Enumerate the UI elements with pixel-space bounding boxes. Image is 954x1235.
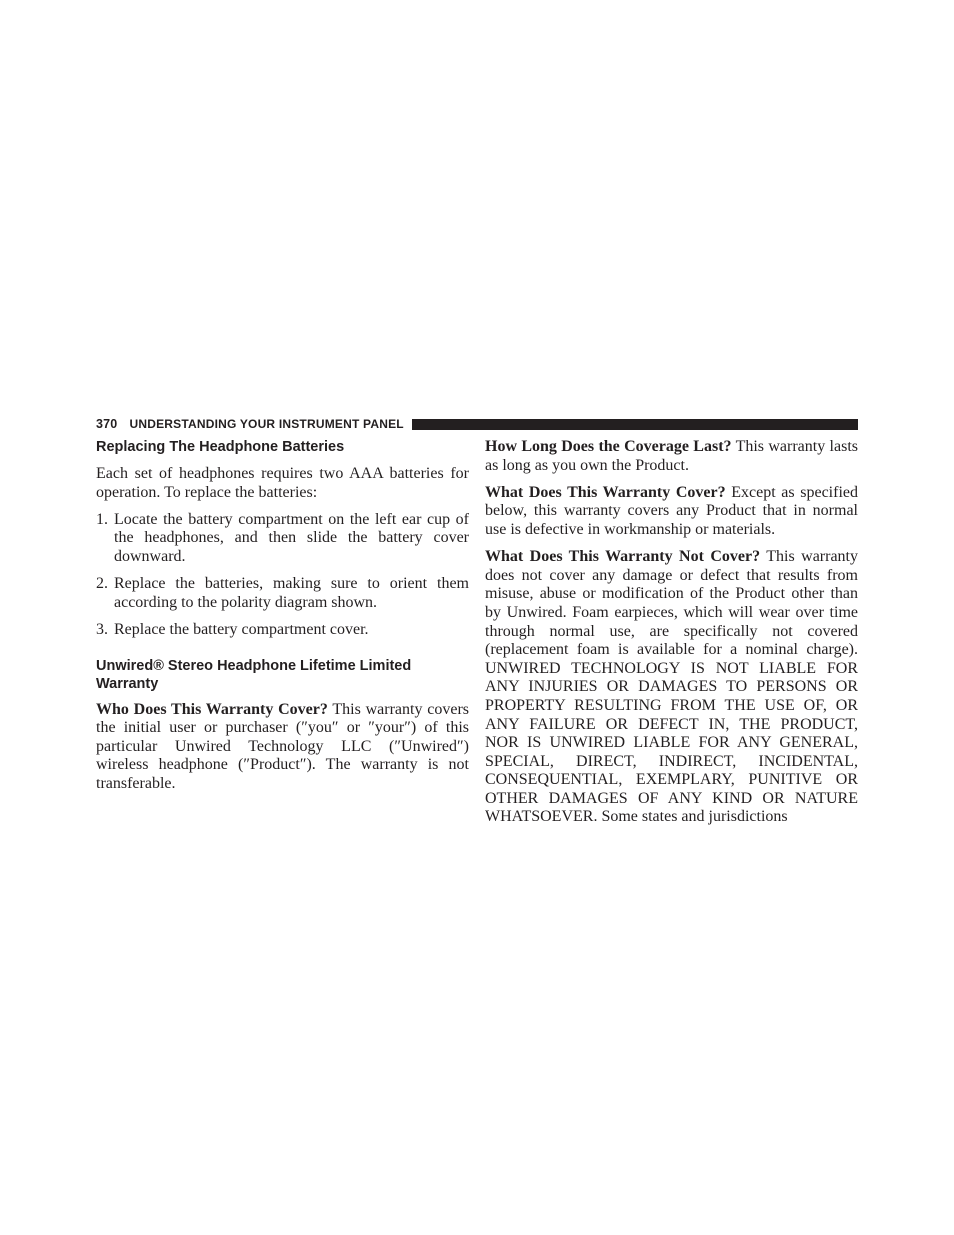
what-covered-lead: What Does This Warranty Cover?: [485, 483, 726, 501]
list-item: [96, 621, 469, 640]
step-number: 2.: [96, 575, 108, 593]
not-covered-text: This warranty does not cover any damage or defect that results from misuse, abuse or modification of the Product other than by Unwired. Foam earpieces, which will wear over time through normal use, are specifically not covered (replacement foam is available for a nominal charge). UNWIRED TECHNOLOGY IS NOT LIABLE FOR ANY INJURIES OR DAMAGES TO PERSONS OR PROPERTY RESULTING FROM THE USE OF, OR ANY FAILURE OR DEFECT IN, THE PRODUCT, NOR IS UNWIRED LIABLE FOR ANY GENERAL, SPECIAL, DIRECT, INDIRECT, INCIDENTAL, CONSEQUENTIAL, EXEMPLARY, PUNITIVE OR OTHER DAMAGES OF ANY KIND OR NATURE WHATSOEVER. Some states and jurisdictions: [485, 548, 859, 826]
who-covered-text: This warranty covers the initial user or purchaser (″you″ or ″your″) of this particular Unwired Technology LLC (″Unwired″) wireless headphone (″Product″). The warranty is not transferable.: [96, 700, 469, 792]
step-text: Replace the battery compartment cover.: [114, 620, 369, 638]
list-item: [96, 511, 469, 567]
page-number: 370: [96, 417, 118, 431]
left-column: [96, 438, 469, 802]
heading-replacing-batteries: Replacing The Headphone Batteries: [96, 439, 345, 455]
page-header: [96, 417, 858, 431]
intro-paragraph: Each set of headphones requires two AAA batteries for operation. To replace the batteries:: [96, 465, 469, 501]
who-covered-paragraph: [96, 701, 469, 794]
coverage-length-paragraph: [485, 438, 858, 475]
what-covered-paragraph: [485, 484, 858, 540]
battery-steps-list: [96, 511, 469, 640]
coverage-length-text: This warranty lasts as long as you own the Product.: [485, 438, 858, 474]
header-rule: [412, 419, 858, 430]
step-number: 3.: [96, 620, 108, 638]
not-covered-paragraph: [485, 548, 858, 827]
coverage-length-lead: How Long Does the Coverage Last?: [485, 438, 732, 455]
what-covered-text: Except as specified below, this warranty covers any Product that in normal use is defective in workmanship or materials.: [485, 483, 859, 538]
heading-warranty: Unwired® Stereo Headphone Lifetime Limited Warranty: [96, 657, 412, 692]
step-number: 1.: [96, 510, 108, 528]
list-item: [96, 575, 469, 612]
right-column: [485, 438, 858, 836]
who-covered-lead: Who Does This Warranty Cover?: [96, 700, 328, 718]
section-title: UNDERSTANDING YOUR INSTRUMENT PANEL: [129, 417, 404, 431]
not-covered-lead: What Does This Warranty Not Cover?: [485, 548, 761, 566]
step-text: Replace the batteries, making sure to orient them according to the polarity diagram shown.: [114, 575, 469, 611]
step-text: Locate the battery compartment on the left ear cup of the headphones, and then slide the battery cover downward.: [114, 510, 469, 565]
